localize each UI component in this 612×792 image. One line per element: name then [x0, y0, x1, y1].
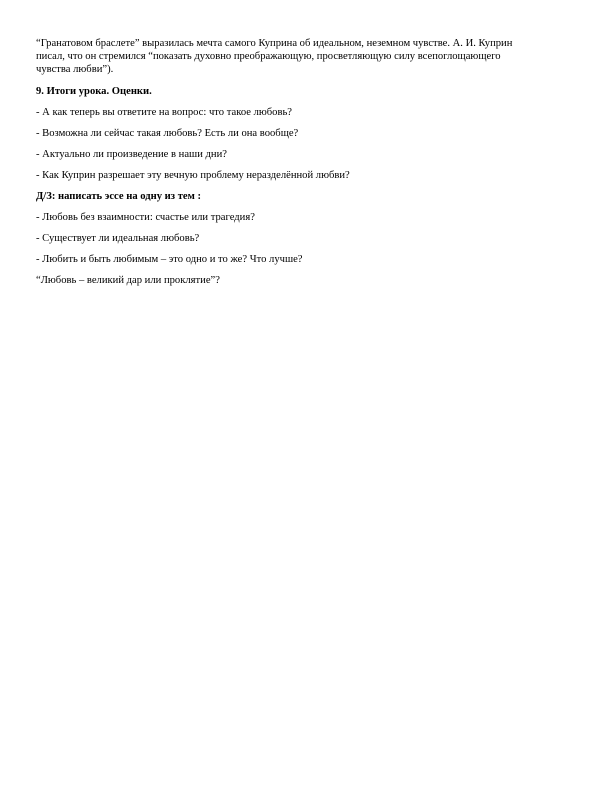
topic-item: - Любовь без взаимности: счастье или трагедия?: [36, 212, 255, 223]
topic-item: - Существует ли идеальная любовь?: [36, 233, 200, 244]
intro-line: чувства любви”).: [36, 64, 114, 75]
topic-item: “Любовь – великий дар или проклятие”?: [36, 275, 220, 286]
intro-line: писал, что он стремился “показать духовно преображающую, просветляющую силу всепоглощающего: [36, 51, 501, 62]
document-content: [36, 37, 576, 287]
question-item: - Актуально ли произведение в наши дни?: [36, 149, 227, 160]
intro-paragraph: [36, 37, 576, 76]
topic-item: - Любить и быть любимым – это одно и то же? Что лучше?: [36, 254, 303, 265]
question-item: - А как теперь вы ответите на вопрос: что такое любовь?: [36, 107, 293, 118]
question-item: - Возможна ли сейчас такая любовь? Есть ли она вообще?: [36, 128, 299, 139]
homework-heading: Д/З: написать эссе на одну из тем :: [36, 191, 201, 202]
intro-line: “Гранатовом браслете” выразилась мечта самого Куприна об идеальном, неземном чувстве. А. И. Куприн: [36, 38, 513, 49]
question-item: - Как Куприн разрешает эту вечную проблему неразделённой любви?: [36, 170, 350, 181]
section-heading: 9. Итоги урока. Оценки.: [36, 86, 152, 97]
